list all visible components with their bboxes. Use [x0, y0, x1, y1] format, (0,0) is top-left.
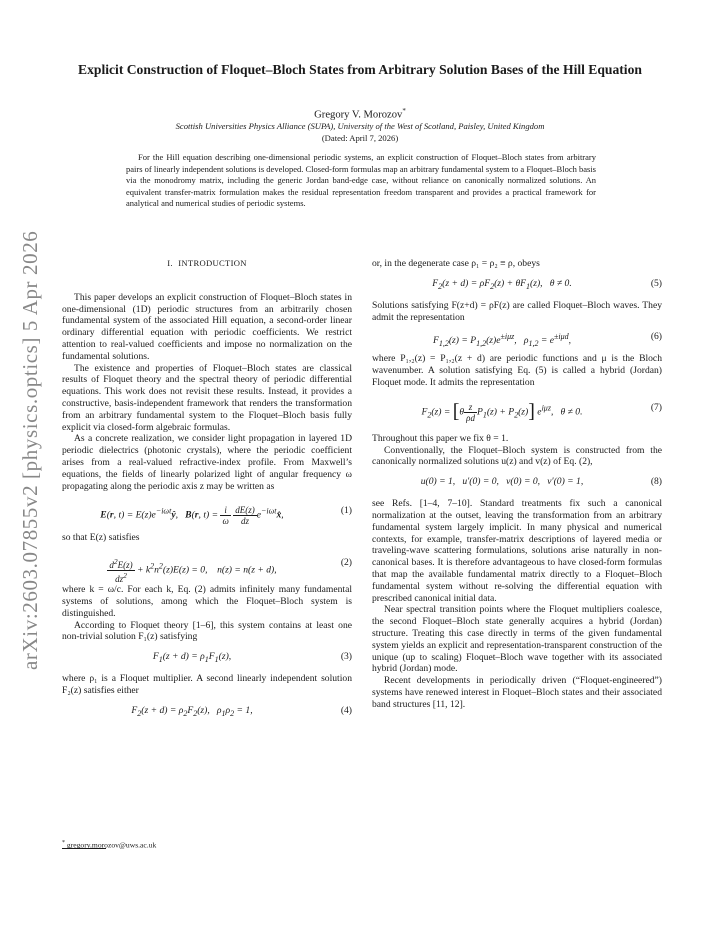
paragraph: Solutions satisfying F(z+d) = ρF(z) are called Floquet–Bloch waves. They admit the representation — [372, 299, 662, 323]
author-email-link[interactable]: gregory.morozov@uws.ac.uk — [66, 840, 157, 850]
paragraph: where ρ₁ is a Floquet multiplier. A second linearly independent solution F₂(z) satisfies either — [62, 673, 352, 696]
equation-6: $F_{1,2}(z) = P_{1,2}(z)e^{\pm i\mu z}$, $\rho_{1,2} = e^{\pm i\mu d}$, (6) — [432, 331, 662, 349]
equation-1: E(r, $t) = E(z)e^{-i\omega t}ŷ$, B(r, t) = $\frac{i}{\omega}$ $\frac{dE(z)}{dz}$ $e^{-i\omega t}x̂$, (1) — [100, 505, 352, 527]
left-column — [62, 258, 352, 727]
footnote — [62, 840, 156, 850]
paragraph: The existence and properties of Floquet–Bloch states are classical results of Floquet theory and the spectral theory of periodic differential equations. This work does not revisit these results. Instead, it provides a constructive, basis-independent framework that renders the transformation from an arbitrary fundamental system to the Floquet–Bloch basis fully explicit via closed-form algebraic formulas. — [62, 362, 352, 433]
footnote-mark: * — [62, 840, 65, 846]
paragraph: According to Floquet theory [1–6], this system contains at least one non-trivial solution F₁(z) satisfying — [62, 619, 352, 643]
paragraph: Conventionally, the Floquet–Bloch system is constructed from the canonically normalized solutions u(z) and v(z) of Eq. (2), — [372, 444, 662, 468]
paragraph: Throughout this paper we fix θ = 1. — [372, 432, 509, 444]
equation-8: u(0) = 1, u′(0) = 0, v(0) = 0, v′(0) = 1, (8) — [420, 476, 662, 488]
paragraph: see Refs. [1–4, 7–10]. Standard treatments fix such a canonical normalization at the outset, leaving the transformation from an arbitrary fundamental system largely implicit. In many physical and numerical contexts, for example, transfer-matrix descriptions of layered media or traveling-wave scattering formulations, solutions arise naturally in non-canonical bases. It is therefore advantageous to have closed-form formulas that map the available fundamental matrix directly to a Floquet–Bloch fundamental system without re-solving the differential equation with prescribed canonical initial data. — [372, 498, 662, 604]
right-column — [372, 258, 662, 711]
equation-5: $F_2(z + d) = \rho F_2(z) + \theta F_1(z)$, θ ≠ 0. (5) — [432, 277, 662, 291]
paper-title: Explicit Construction of Floquet–Bloch States from Arbitrary Solution Bases of the Hill Equation — [78, 62, 642, 77]
section-heading: I. INTRODUCTION — [167, 258, 247, 268]
paragraph: Near spectral transition points where the Floquet multipliers coalesce, the second Floquet–Bloch state generally acquires a hybrid (Jordan) structure. Treating this case directly in terms of the given fundamental system yields an explicit and representation-transparent construction of the unique (up to scaling) Floquet–Bloch wave together with its associated hybrid (Jordan) mode. — [372, 604, 662, 675]
paragraph: where P₁,₂(z) = P₁,₂(z + d) are periodic functions and μ is the Bloch wavenumber. A solution satisfying Eq. (5) is called a hybrid (Jordan) Floquet mode. It admits the representation — [372, 353, 662, 388]
abstract: For the Hill equation describing one-dimensional periodic systems, an explicit construction of Floquet–Bloch states from arbitrary pairs of linearly independent solutions is developed. Closed-form formulas map an arbitrary fundamental system to a Floquet–Bloch basis via the monodromy matrix, including the generic Jordan band-edge case, without reliance on canonically normalized solutions. An equivalent transfer-matrix formulation makes the residual representation freedom transparent and provides a practical framework for analytical and numerical studies of periodic systems. — [126, 152, 596, 208]
equation-2: $\frac{d^2E(z)}{dz^2}$ + $k^2n^2(z)E(z) = 0$, n(z) = n(z + d), (2) — [109, 557, 352, 585]
equation-4: $F_2(z + d) = \rho_2F_2(z)$, $\rho_1\rho_2 = 1$, (4) — [131, 704, 352, 718]
author-line — [0, 107, 720, 121]
affiliation: Scottish Universities Physics Alliance (SUPA), University of the West of Scotland, Paisley, United Kingdom — [175, 121, 545, 131]
paragraph: or, in the degenerate case ρ₁ = ρ₂ ≡ ρ, obeys — [372, 258, 540, 269]
author-footnote-mark: * — [402, 107, 406, 115]
date-line: (Dated: April 7, 2026) — [321, 133, 399, 143]
arxiv-identifier[interactable]: arXiv:2603.07855v2 [physics.optics] 5 Apr 2026 — [18, 230, 42, 670]
paragraph: As a concrete realization, we consider light propagation in layered 1D periodic dielectrics (photonic crystals), where the periodic coefficient arises from a real-valued refractive-index profile. From Maxwell’s equations, the fields of linearly polarized light of angular frequency ω propagating along the periodic axis z may be written as — [62, 433, 352, 492]
paragraph: Recent developments in periodically driven (“Floquet-engineered”) systems have renewed interest in Floquet–Bloch states and their associated band structures [11, 12]. — [372, 675, 662, 710]
paragraph: so that E(z) satisfies — [62, 532, 140, 544]
paragraph: This paper develops an explicit construction of Floquet–Bloch states in one-dimensional (1D) periodic structures from an arbitrarily chosen fundamental system of the associated Hill equation, a second-order linear ordinary differential equation with periodic coefficients. We restrict attention to real-valued coefficients and impose no normalization on the fundamental solutions. — [62, 291, 352, 362]
equation-7: $F_2(z) = [\theta$ $\frac{z}{\rho d}$ $P_1(z) + P_2(z)$] $e^{i\mu z}$, θ ≠ 0. (7) — [421, 400, 662, 423]
author-name: Gregory V. Morozov — [314, 109, 403, 121]
paragraph: where k = ω/c. For each k, Eq. (2) admits infinitely many fundamental systems of solutions, among which the Floquet–Bloch system is distinguished. — [62, 584, 352, 619]
equation-3: $F_1(z + d) = \rho_1F_1(z)$, (3) — [152, 651, 352, 665]
